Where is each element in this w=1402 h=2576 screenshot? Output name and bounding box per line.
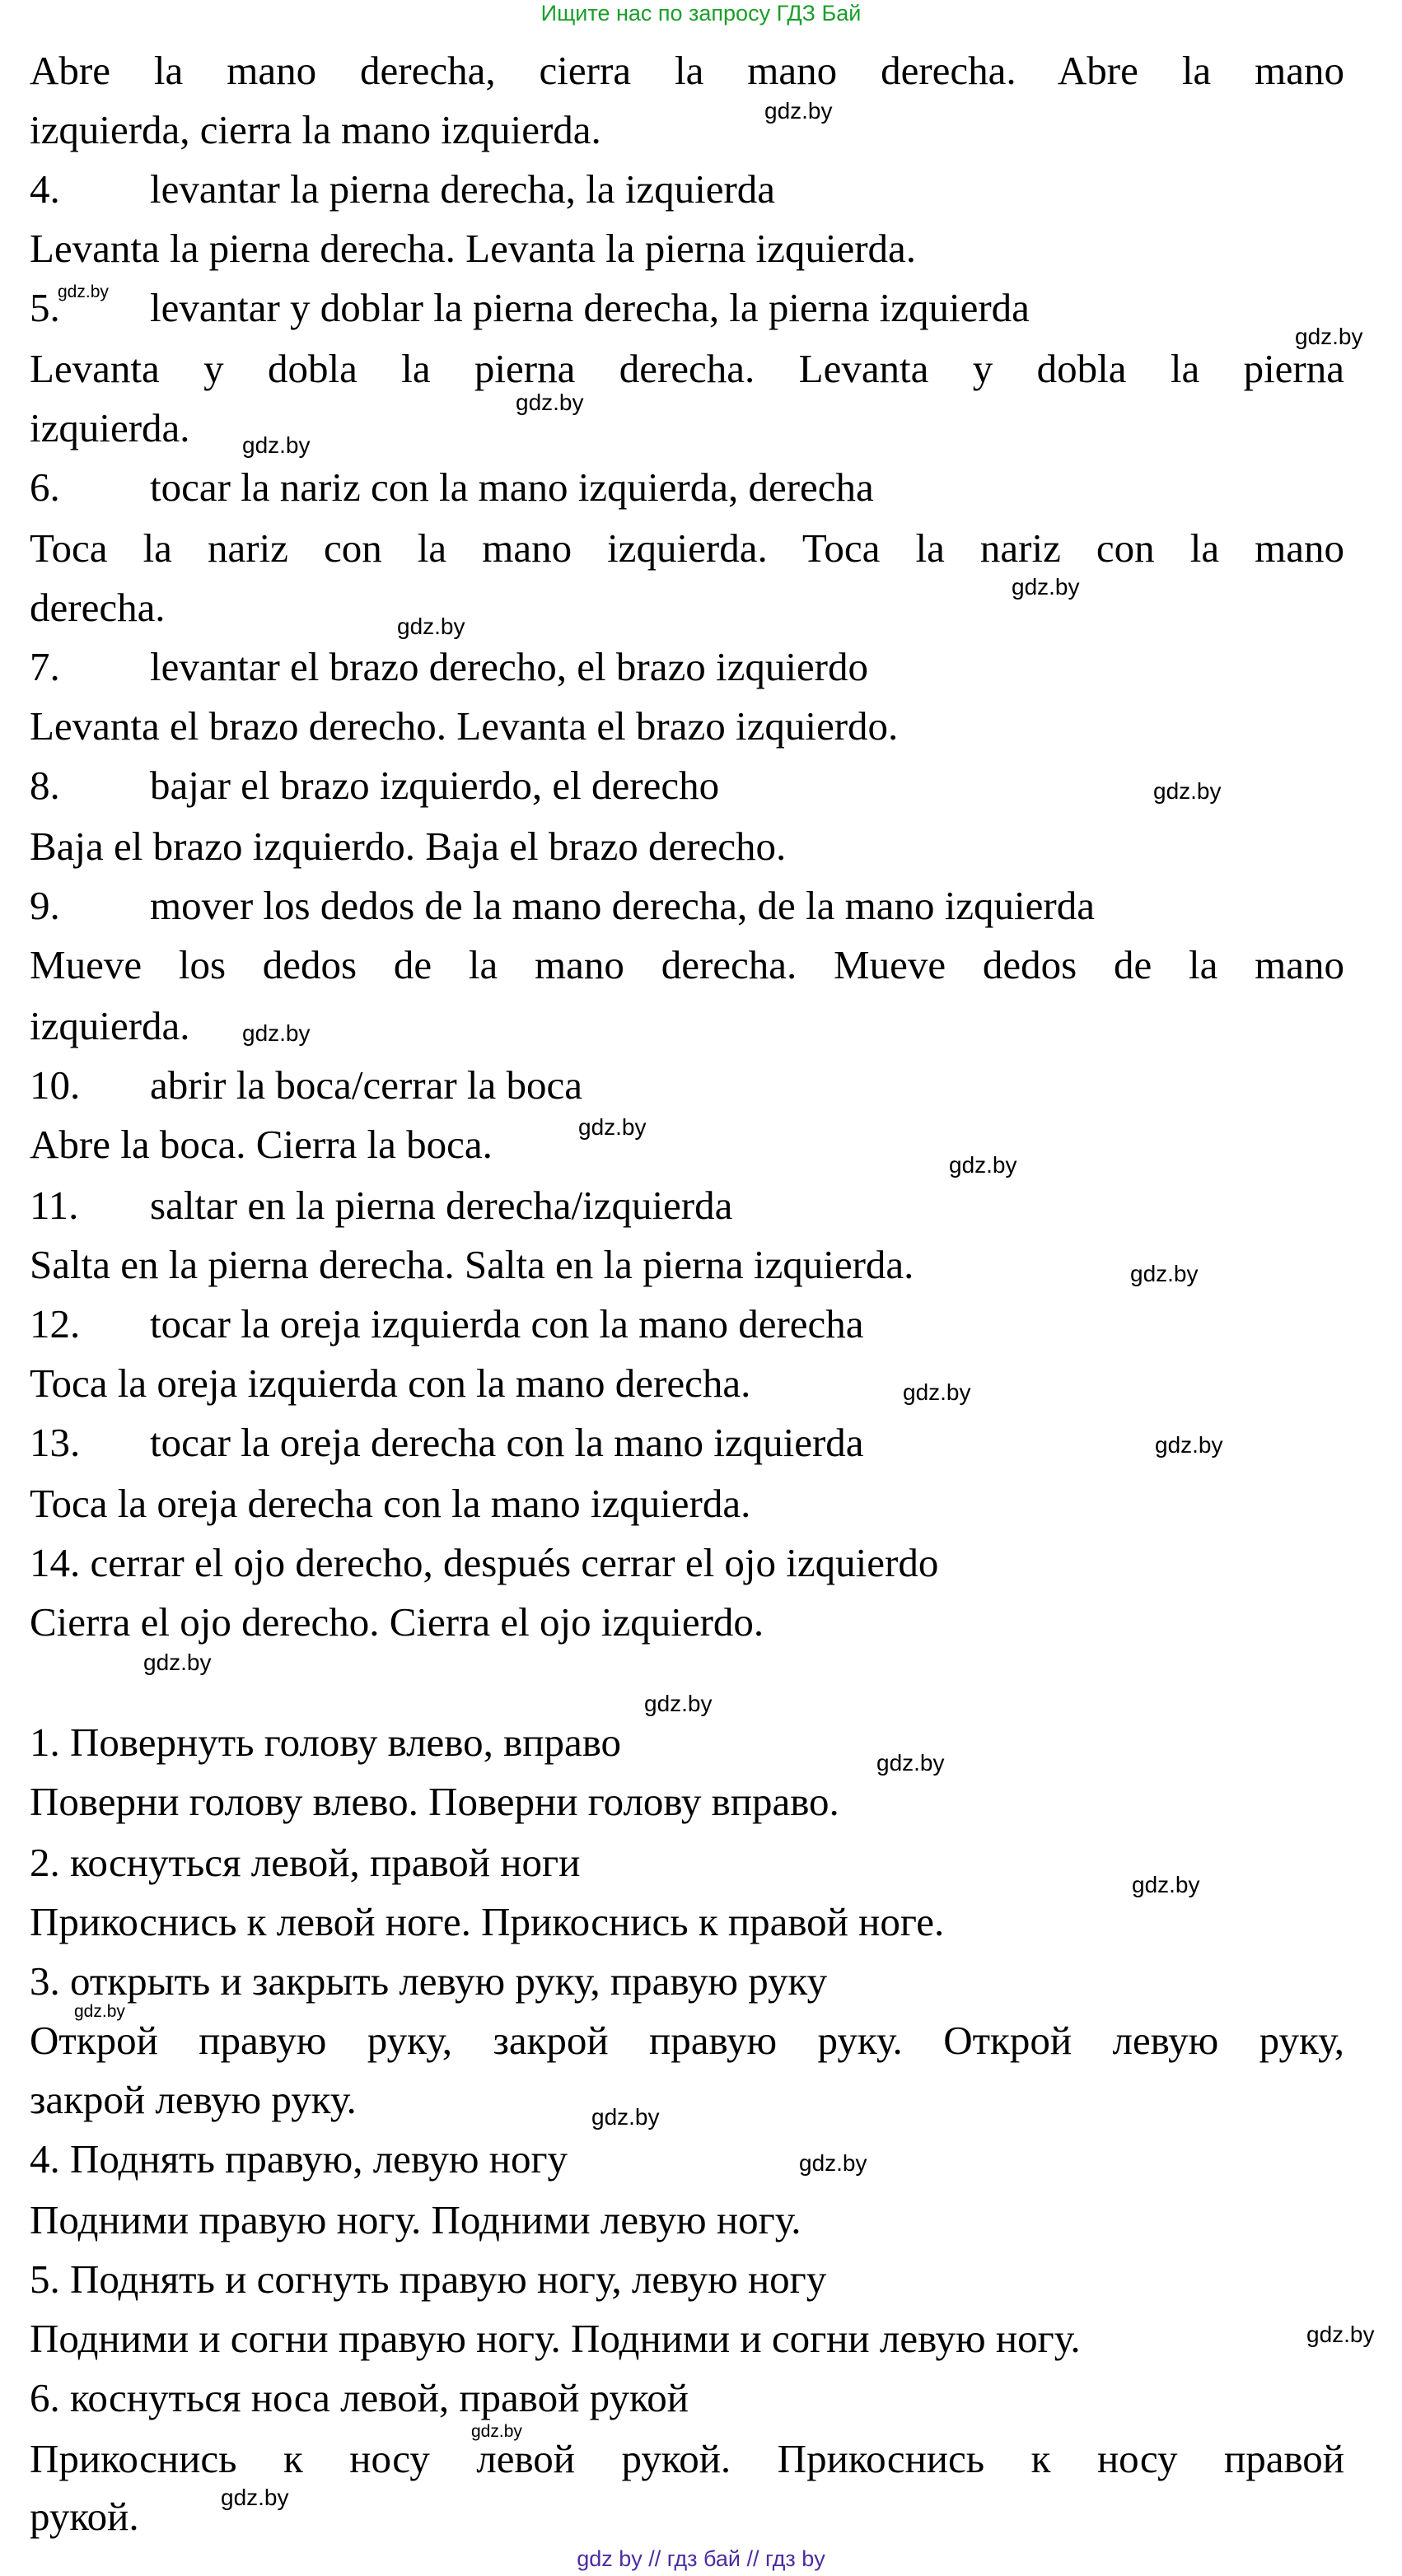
item-number: 5. <box>30 285 60 330</box>
item-number: 7. <box>30 644 60 689</box>
item-number: 12. <box>30 1301 81 1346</box>
numbered-item <box>30 642 1344 692</box>
watermark: gdz.by <box>949 1152 1017 1178</box>
text-line: 2. коснуться левой, правой ноги <box>30 1840 581 1885</box>
watermark: gdz.by <box>221 2485 289 2510</box>
page-header: Ищите нас по запросу ГДЗ Бай <box>540 1 862 26</box>
item-text: abrir la boca/cerrar la boca <box>150 1062 583 1108</box>
text-line: Открой правую руку, закрой правую руку. Открой левую руку, <box>30 2018 1344 2063</box>
watermark: gdz.by <box>764 98 833 124</box>
item-text: levantar la pierna derecha, la izquierda <box>150 166 776 212</box>
item-text: bajar el brazo izquierdo, el derecho <box>150 763 720 808</box>
text-line: Прикоснись к носу левой рукой. Прикоснись к носу правой <box>30 2436 1344 2481</box>
watermark: gdz.by <box>143 1650 212 1675</box>
item-text: tocar la oreja derecha con la mano izquierda <box>150 1420 864 1465</box>
text-line: Cierra el ojo derecho. Cierra el ojo izquierdo. <box>30 1599 764 1645</box>
numbered-item <box>30 761 1344 810</box>
text-line: закрой левую руку. <box>30 2077 357 2122</box>
item-text: levantar y doblar la pierna derecha, la pierna izquierda <box>150 285 1030 330</box>
text-line: derecha. <box>30 585 166 630</box>
watermark: gdz.by <box>644 1691 713 1716</box>
watermark: gdz.by <box>1306 2322 1375 2347</box>
watermark: gdz.by <box>471 2422 522 2441</box>
item-text: tocar la nariz con la mano izquierda, derecha <box>150 464 874 510</box>
watermark: gdz.by <box>516 390 584 415</box>
watermark: gdz.by <box>1012 574 1080 600</box>
numbered-item <box>30 881 1344 931</box>
text-line: Подними и согни правую ногу. Подними и согни левую ногу. <box>30 2316 1081 2361</box>
numbered-item <box>30 1418 1344 1468</box>
watermark: gdz.by <box>1295 324 1363 349</box>
watermark: gdz.by <box>1130 1261 1199 1286</box>
page-footer: gdz by // гдз бай // гдз by <box>577 2546 825 2571</box>
item-text: mover los dedos de la mano derecha, de la mano izquierda <box>150 883 1095 928</box>
item-number: 11. <box>30 1183 79 1228</box>
numbered-item <box>30 1061 1344 1110</box>
text-line: Levanta la pierna derecha. Levanta la pierna izquierda. <box>30 226 917 271</box>
text-line: Abre la mano derecha, cierra la mano derecha. Abre la mano <box>30 48 1344 93</box>
text-line: 4. Поднять правую, левую ногу <box>30 2136 568 2182</box>
watermark: gdz.by <box>876 1750 945 1776</box>
text-line: 6. коснуться носа левой, правой рукой <box>30 2375 689 2420</box>
watermark: gdz.by <box>242 432 311 458</box>
text-line: Levanta el brazo derecho. Levanta el brazo izquierdo. <box>30 703 899 749</box>
watermark: gdz.by <box>1132 1872 1200 1897</box>
text-line: 3. открыть и закрыть левую руку, правую руку <box>30 1958 828 2004</box>
watermark: gdz.by <box>1155 1432 1223 1458</box>
text-line: Abre la boca. Cierra la boca. <box>30 1122 493 1167</box>
text-line: Mueve los dedos de la mano derecha. Mueve dedos de la mano <box>30 942 1344 987</box>
text-line: Подними правую ногу. Подними левую ногу. <box>30 2197 801 2242</box>
watermark: gdz.by <box>578 1114 647 1140</box>
watermark: gdz.by <box>74 2002 125 2021</box>
item-number: 6. <box>30 464 60 510</box>
text-line: izquierda. <box>30 1003 190 1048</box>
watermark: gdz.by <box>591 2104 660 2130</box>
item-text: tocar la oreja izquierda con la mano derecha <box>150 1301 864 1346</box>
item-number: 4. <box>30 166 60 212</box>
text-line: Baja el brazo izquierdo. Baja el brazo derecho. <box>30 824 787 869</box>
watermark: gdz.by <box>1153 778 1222 804</box>
text-line: 5. Поднять и согнуть правую ногу, левую ногу <box>30 2256 827 2302</box>
watermark: gdz.by <box>242 1020 311 1046</box>
text-line: izquierda. <box>30 405 190 450</box>
numbered-item <box>30 283 1344 333</box>
item-number: 8. <box>30 763 60 808</box>
item-number: 13. <box>30 1420 81 1465</box>
numbered-item <box>30 1300 1344 1349</box>
numbered-item <box>30 165 1344 214</box>
text-line: 1. Повернуть голову влево, вправо <box>30 1720 622 1765</box>
text-line: Toca la nariz con la mano izquierda. Toca la nariz con la mano <box>30 525 1344 571</box>
item-text: saltar en la pierna derecha/izquierda <box>150 1183 733 1228</box>
watermark: gdz.by <box>58 282 109 301</box>
text-line: Toca la oreja derecha con la mano izquierda. <box>30 1481 751 1526</box>
numbered-item <box>30 463 1344 512</box>
text-line: Поверни голову влево. Поверни голову вправо. <box>30 1779 839 1824</box>
text-line: Прикоснись к левой ноге. Прикоснись к правой ноге. <box>30 1899 945 1944</box>
text-line: 14. cerrar el ojo derecho, después cerrar el ojo izquierdo <box>30 1540 939 1585</box>
text-line: izquierda, cierra la mano izquierda. <box>30 107 601 152</box>
item-number: 10. <box>30 1062 81 1108</box>
item-text: levantar el brazo derecho, el brazo izquierdo <box>150 644 868 689</box>
item-number: 9. <box>30 883 60 928</box>
text-line: Salta en la pierna derecha. Salta en la pierna izquierda. <box>30 1242 914 1287</box>
text-line: Levanta y dobla la pierna derecha. Levanta y dobla la pierna <box>30 346 1344 391</box>
watermark: gdz.by <box>903 1379 971 1405</box>
watermark: gdz.by <box>799 2150 867 2176</box>
text-line: рукой. <box>30 2494 139 2539</box>
text-line: Toca la oreja izquierda con la mano derecha. <box>30 1360 751 1406</box>
watermark: gdz.by <box>397 614 465 639</box>
numbered-item <box>30 1181 1344 1230</box>
